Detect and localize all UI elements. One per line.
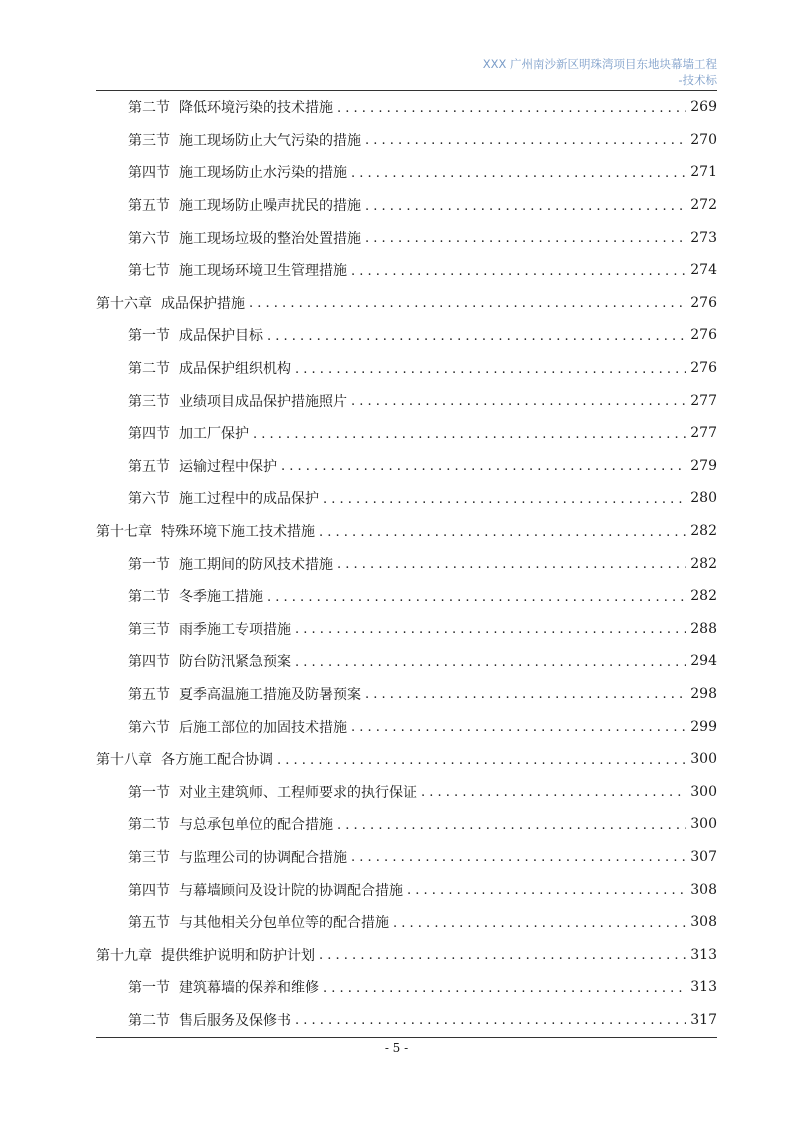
toc-entry-number: 第一节 xyxy=(128,980,170,997)
toc-entry-page: 308 xyxy=(690,914,717,931)
header-doc-type: -技术标 xyxy=(678,73,717,87)
toc-entry-page: 272 xyxy=(690,197,717,214)
toc-entry-number: 第二节 xyxy=(128,817,170,834)
toc-section-entry[interactable] xyxy=(96,124,717,157)
toc-entry-title: 冬季施工措施 xyxy=(179,589,263,606)
toc-entry-title: 夏季高温施工措施及防暑预案 xyxy=(179,686,361,703)
toc-section-entry[interactable] xyxy=(96,352,717,385)
toc-entry-number: 第五节 xyxy=(128,686,170,703)
toc-chapter-entry[interactable] xyxy=(96,287,717,320)
toc-section-entry[interactable] xyxy=(96,645,717,678)
toc-entry-title: 施工现场防止大气污染的措施 xyxy=(179,132,361,149)
toc-dot-leader xyxy=(365,133,686,148)
page-number: - 5 - xyxy=(384,1041,409,1055)
toc-entry-label xyxy=(96,945,315,965)
toc-dot-leader xyxy=(295,655,686,670)
toc-entry-number: 第二节 xyxy=(128,589,170,606)
toc-entry-number: 第五节 xyxy=(128,915,170,932)
toc-entry-page: 300 xyxy=(690,816,717,833)
toc-entry-label xyxy=(128,912,389,932)
toc-entry-page: 274 xyxy=(690,262,717,279)
toc-entry-title: 成品保护组织机构 xyxy=(179,361,291,378)
toc-entry-page: 307 xyxy=(690,848,717,865)
toc-entry-label xyxy=(128,586,263,606)
toc-section-entry[interactable] xyxy=(96,417,717,450)
toc-entry-label xyxy=(128,325,263,345)
toc-entry-title: 成品保护措施 xyxy=(161,295,245,312)
toc-entry-title: 雨季施工专项措施 xyxy=(179,621,291,638)
toc-entry-label xyxy=(128,488,319,508)
toc-entry-number: 第十七章 xyxy=(96,524,152,541)
toc-entry-number: 第十九章 xyxy=(96,947,152,964)
toc-entry-number: 第六节 xyxy=(128,719,170,736)
toc-entry-number: 第四节 xyxy=(128,165,170,182)
toc-entry-number: 第三节 xyxy=(128,132,170,149)
toc-entry-label xyxy=(96,749,273,769)
toc-dot-leader xyxy=(323,492,686,507)
toc-section-entry[interactable] xyxy=(96,384,717,417)
toc-entry-title: 提供维护说明和防护计划 xyxy=(161,947,315,964)
toc-entry-label xyxy=(128,130,361,150)
toc-entry-title: 与监理公司的协调配合措施 xyxy=(179,849,347,866)
toc-dot-leader xyxy=(365,687,686,702)
toc-section-entry[interactable] xyxy=(96,613,717,646)
toc-section-entry[interactable] xyxy=(96,221,717,254)
toc-entry-page: 282 xyxy=(690,588,717,605)
toc-dot-leader xyxy=(351,166,686,181)
toc-dot-leader xyxy=(337,557,686,572)
toc-section-entry[interactable] xyxy=(96,971,717,1004)
toc-dot-leader xyxy=(295,362,686,377)
toc-dot-leader xyxy=(337,101,686,116)
toc-entry-title: 各方施工配合协调 xyxy=(161,752,273,769)
toc-entry-title: 施工过程中的成品保护 xyxy=(179,491,319,508)
toc-entry-page: 276 xyxy=(690,294,717,311)
toc-entry-title: 施工现场环境卫生管理措施 xyxy=(179,263,347,280)
toc-entry-title: 施工现场防止噪声扰民的措施 xyxy=(179,198,361,215)
toc-entry-label xyxy=(128,554,333,574)
toc-entry-title: 建筑幕墙的保养和维修 xyxy=(179,980,319,997)
toc-entry-number: 第四节 xyxy=(128,882,170,899)
toc-section-entry[interactable] xyxy=(96,156,717,189)
toc-section-entry[interactable] xyxy=(96,254,717,287)
toc-section-entry[interactable] xyxy=(96,906,717,939)
toc-section-entry[interactable] xyxy=(96,1004,717,1037)
toc-entry-title: 对业主建筑师、工程师要求的执行保证 xyxy=(179,784,417,801)
toc-dot-leader xyxy=(351,720,686,735)
toc-entry-title: 后施工部位的加固技术措施 xyxy=(179,719,347,736)
toc-dot-leader xyxy=(267,590,686,605)
toc-entry-title: 加工厂保护 xyxy=(179,426,249,443)
toc-dot-leader xyxy=(253,427,686,442)
toc-dot-leader xyxy=(365,199,686,214)
toc-entry-label xyxy=(128,260,347,280)
toc-entry-title: 业绩项目成品保护措施照片 xyxy=(179,393,347,410)
toc-entry-page: 300 xyxy=(690,751,717,768)
toc-section-entry[interactable] xyxy=(96,873,717,906)
toc-entry-number: 第七节 xyxy=(128,263,170,280)
toc-entry-title: 与幕墙顾问及设计院的协调配合措施 xyxy=(179,882,403,899)
toc-entry-number: 第三节 xyxy=(128,849,170,866)
toc-chapter-entry[interactable] xyxy=(96,515,717,548)
toc-entry-title: 运输过程中保护 xyxy=(179,458,277,475)
toc-dot-leader xyxy=(319,525,686,540)
toc-entry-label xyxy=(128,358,291,378)
toc-entry-title: 售后服务及保修书 xyxy=(179,1012,291,1029)
toc-dot-leader xyxy=(393,916,686,931)
toc-dot-leader xyxy=(267,329,686,344)
toc-section-entry[interactable] xyxy=(96,482,717,515)
toc-entry-title: 施工现场垃圾的整治处置措施 xyxy=(179,230,361,247)
toc-entry-page: 308 xyxy=(690,881,717,898)
toc-entry-title: 与其他相关分包单位等的配合措施 xyxy=(179,915,389,932)
toc-entry-number: 第十六章 xyxy=(96,295,152,312)
toc-dot-leader xyxy=(319,948,686,963)
toc-dot-leader xyxy=(249,296,686,311)
toc-section-entry[interactable] xyxy=(96,319,717,352)
toc-dot-leader xyxy=(351,394,686,409)
toc-entry-label xyxy=(128,228,361,248)
toc-entry-page: 277 xyxy=(690,392,717,409)
toc-entry-page: 277 xyxy=(690,425,717,442)
toc-section-entry[interactable] xyxy=(96,710,717,743)
toc-entry-number: 第二节 xyxy=(128,1012,170,1029)
toc-section-entry[interactable] xyxy=(96,775,717,808)
footer-divider xyxy=(96,1037,717,1038)
toc-dot-leader xyxy=(281,459,686,474)
toc-entry-number: 第一节 xyxy=(128,328,170,345)
table-of-contents xyxy=(96,91,717,1036)
toc-section-entry[interactable] xyxy=(96,91,717,124)
toc-entry-page: 270 xyxy=(690,131,717,148)
toc-entry-number: 第六节 xyxy=(128,491,170,508)
toc-entry-page: 271 xyxy=(690,164,717,181)
toc-entry-number: 第一节 xyxy=(128,556,170,573)
toc-entry-number: 第二节 xyxy=(128,361,170,378)
toc-entry-label xyxy=(128,782,417,802)
toc-section-entry[interactable] xyxy=(96,808,717,841)
toc-entry-label xyxy=(128,391,347,411)
toc-entry-label xyxy=(96,521,315,541)
toc-entry-page: 269 xyxy=(690,99,717,116)
toc-section-entry[interactable] xyxy=(96,450,717,483)
toc-dot-leader xyxy=(351,850,686,865)
toc-entry-page: 276 xyxy=(690,327,717,344)
toc-entry-number: 第三节 xyxy=(128,393,170,410)
toc-entry-number: 第四节 xyxy=(128,426,170,443)
toc-dot-leader xyxy=(323,981,686,996)
toc-entry-number: 第十八章 xyxy=(96,752,152,769)
toc-entry-page: 279 xyxy=(690,457,717,474)
toc-entry-label xyxy=(128,456,277,476)
toc-entry-title: 施工现场防止水污染的措施 xyxy=(179,165,347,182)
toc-entry-number: 第四节 xyxy=(128,654,170,671)
toc-dot-leader xyxy=(365,231,686,246)
toc-chapter-entry[interactable] xyxy=(96,938,717,971)
toc-section-entry[interactable] xyxy=(96,841,717,874)
toc-entry-number: 第五节 xyxy=(128,198,170,215)
toc-entry-label xyxy=(128,977,319,997)
toc-section-entry[interactable] xyxy=(96,678,717,711)
toc-entry-label xyxy=(128,880,403,900)
toc-entry-label xyxy=(128,619,291,639)
toc-entry-number: 第六节 xyxy=(128,230,170,247)
header-project-title: XXX 广州南沙新区明珠湾项目东地块幕墙工程 xyxy=(482,57,717,71)
toc-entry-label xyxy=(128,684,361,704)
toc-entry-label xyxy=(128,195,361,215)
toc-entry-title: 与总承包单位的配合措施 xyxy=(179,817,333,834)
toc-section-entry[interactable] xyxy=(96,189,717,222)
toc-entry-number: 第五节 xyxy=(128,458,170,475)
toc-entry-page: 313 xyxy=(690,979,717,996)
toc-entry-page: 282 xyxy=(690,523,717,540)
toc-dot-leader xyxy=(407,883,686,898)
toc-entry-page: 294 xyxy=(690,653,717,670)
toc-entry-label xyxy=(96,293,245,313)
toc-entry-number: 第三节 xyxy=(128,621,170,638)
toc-dot-leader xyxy=(351,264,686,279)
toc-entry-label xyxy=(128,651,291,671)
toc-dot-leader xyxy=(295,1013,686,1028)
toc-entry-title: 施工期间的防风技术措施 xyxy=(179,556,333,573)
toc-section-entry[interactable] xyxy=(96,580,717,613)
toc-dot-leader xyxy=(337,818,686,833)
toc-entry-page: 300 xyxy=(690,783,717,800)
toc-entry-number: 第二节 xyxy=(128,100,170,117)
toc-entry-page: 299 xyxy=(690,718,717,735)
toc-entry-title: 成品保护目标 xyxy=(179,328,263,345)
toc-entry-label xyxy=(128,717,347,737)
toc-dot-leader xyxy=(295,622,686,637)
toc-entry-page: 288 xyxy=(690,620,717,637)
toc-entry-label xyxy=(128,423,249,443)
toc-dot-leader xyxy=(421,785,686,800)
toc-entry-label xyxy=(128,97,333,117)
toc-entry-page: 282 xyxy=(690,555,717,572)
toc-entry-page: 298 xyxy=(690,685,717,702)
toc-entry-title: 防台防汛紧急预案 xyxy=(179,654,291,671)
toc-entry-label xyxy=(128,162,347,182)
toc-entry-label xyxy=(128,847,347,867)
toc-entry-label xyxy=(128,814,333,834)
toc-section-entry[interactable] xyxy=(96,547,717,580)
toc-entry-page: 317 xyxy=(690,1011,717,1028)
toc-chapter-entry[interactable] xyxy=(96,743,717,776)
toc-entry-page: 273 xyxy=(690,229,717,246)
running-header xyxy=(217,56,717,88)
toc-entry-number: 第一节 xyxy=(128,784,170,801)
toc-entry-page: 280 xyxy=(690,490,717,507)
toc-entry-page: 276 xyxy=(690,360,717,377)
toc-entry-label xyxy=(128,1010,291,1030)
toc-entry-title: 降低环境污染的技术措施 xyxy=(179,100,333,117)
toc-entry-page: 313 xyxy=(690,946,717,963)
toc-dot-leader xyxy=(277,753,686,768)
toc-entry-title: 特殊环境下施工技术措施 xyxy=(161,524,315,541)
